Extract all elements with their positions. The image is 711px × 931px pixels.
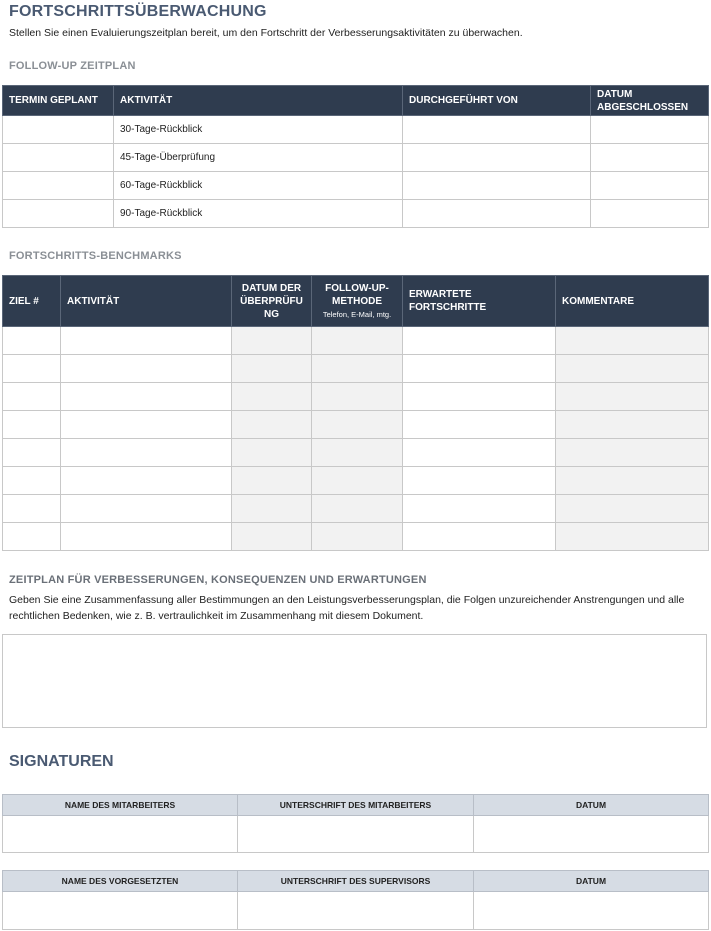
col-kommentare: KOMMENTARE bbox=[556, 276, 709, 327]
cell-erwartet[interactable] bbox=[403, 495, 556, 523]
col-datum: DATUM bbox=[474, 871, 709, 892]
cell-ziel[interactable] bbox=[3, 523, 61, 551]
supervisor-date-field[interactable] bbox=[474, 892, 709, 930]
col-aktivitaet: AKTIVITÄT bbox=[61, 276, 232, 327]
col-unterschrift-mitarbeiter: UNTERSCHRIFT DES MITARBEITERS bbox=[238, 795, 474, 816]
cell-aktivitaet[interactable] bbox=[61, 355, 232, 383]
cell-erwartet[interactable] bbox=[403, 355, 556, 383]
cell-ziel[interactable] bbox=[3, 495, 61, 523]
cell-aktivitaet[interactable] bbox=[61, 327, 232, 355]
cell-ziel[interactable] bbox=[3, 467, 61, 495]
cell-kommentare[interactable] bbox=[556, 495, 709, 523]
col-aktivitaet: AKTIVITÄT bbox=[114, 86, 403, 116]
employee-signature-field[interactable] bbox=[238, 816, 474, 853]
table-row bbox=[3, 467, 709, 495]
cell-methode[interactable] bbox=[312, 355, 403, 383]
cell-ziel[interactable] bbox=[3, 355, 61, 383]
cell-datum[interactable] bbox=[232, 495, 312, 523]
cell-methode[interactable] bbox=[312, 383, 403, 411]
cell-kommentare[interactable] bbox=[556, 467, 709, 495]
cell-termin[interactable] bbox=[3, 116, 114, 144]
supervisor-signature-table bbox=[2, 870, 709, 930]
table-row bbox=[3, 200, 709, 228]
cell-ziel[interactable] bbox=[3, 439, 61, 467]
col-datum-abgeschlossen: DATUM ABGESCHLOSSEN bbox=[591, 86, 709, 116]
cell-aktivitaet[interactable] bbox=[61, 439, 232, 467]
employee-name-field[interactable] bbox=[3, 816, 238, 853]
cell-aktivitaet[interactable] bbox=[61, 383, 232, 411]
cell-ziel[interactable] bbox=[3, 411, 61, 439]
table-row bbox=[3, 172, 709, 200]
table-row bbox=[3, 411, 709, 439]
benchmarks-table bbox=[2, 275, 709, 551]
cell-aktivitaet[interactable] bbox=[61, 467, 232, 495]
cell-kommentare[interactable] bbox=[556, 355, 709, 383]
col-followup-methode bbox=[312, 276, 403, 327]
cell-aktivitaet: 45-Tage-Überprüfung bbox=[114, 144, 403, 172]
cell-datum[interactable] bbox=[591, 116, 709, 144]
table-row bbox=[3, 327, 709, 355]
cell-methode[interactable] bbox=[312, 411, 403, 439]
plan-text-area[interactable] bbox=[2, 634, 707, 728]
cell-datum[interactable] bbox=[591, 172, 709, 200]
cell-methode[interactable] bbox=[312, 467, 403, 495]
cell-aktivitaet: 60-Tage-Rückblick bbox=[114, 172, 403, 200]
cell-erwartet[interactable] bbox=[403, 523, 556, 551]
cell-aktivitaet: 30-Tage-Rückblick bbox=[114, 116, 403, 144]
employee-date-field[interactable] bbox=[474, 816, 709, 853]
table-row bbox=[3, 495, 709, 523]
cell-erwartet[interactable] bbox=[403, 383, 556, 411]
supervisor-name-field[interactable] bbox=[3, 892, 238, 930]
methode-label: FOLLOW-UP-METHODE bbox=[325, 282, 389, 307]
cell-methode[interactable] bbox=[312, 523, 403, 551]
cell-datum[interactable] bbox=[232, 439, 312, 467]
cell-aktivitaet[interactable] bbox=[61, 411, 232, 439]
cell-methode[interactable] bbox=[312, 439, 403, 467]
table-row bbox=[3, 523, 709, 551]
cell-kommentare[interactable] bbox=[556, 327, 709, 355]
employee-signature-table bbox=[2, 794, 709, 853]
col-termin-geplant: TERMIN GEPLANT bbox=[3, 86, 114, 116]
cell-aktivitaet[interactable] bbox=[61, 495, 232, 523]
cell-erwartet[interactable] bbox=[403, 439, 556, 467]
plan-description: Geben Sie eine Zusammenfassung aller Bestimmungen an den Leistungsverbesserungsplan, die Folgen unzureichender Anstrengungen und alle rechtlichen Bedenken, wie z. B. vertraulichkeit im Zusammenhang mit diesem Dokument. bbox=[9, 594, 685, 622]
cell-termin[interactable] bbox=[3, 200, 114, 228]
followup-header-row bbox=[3, 86, 709, 116]
col-name-mitarbeiter: NAME DES MITARBEITERS bbox=[3, 795, 238, 816]
cell-datum[interactable] bbox=[232, 383, 312, 411]
col-erwartete-fortschritte: ERWARTETE FORTSCHRITTE bbox=[403, 276, 556, 327]
cell-erwartet[interactable] bbox=[403, 467, 556, 495]
cell-kommentare[interactable] bbox=[556, 439, 709, 467]
cell-kommentare[interactable] bbox=[556, 523, 709, 551]
intro-text: Stellen Sie einen Evaluierungszeitplan bereit, um den Fortschritt der Verbesserungsaktivitäten zu überwachen. bbox=[9, 27, 523, 39]
cell-termin[interactable] bbox=[3, 144, 114, 172]
cell-erwartet[interactable] bbox=[403, 411, 556, 439]
plan-heading: ZEITPLAN FÜR VERBESSERUNGEN, KONSEQUENZEN UND ERWARTUNGEN bbox=[9, 574, 427, 586]
col-durchgefuehrt-von: DURCHGEFÜHRT VON bbox=[403, 86, 591, 116]
col-ziel: ZIEL # bbox=[3, 276, 61, 327]
benchmarks-header-row bbox=[3, 276, 709, 327]
cell-datum[interactable] bbox=[232, 411, 312, 439]
cell-durchgefuehrt[interactable] bbox=[403, 172, 591, 200]
cell-datum[interactable] bbox=[591, 200, 709, 228]
cell-aktivitaet[interactable] bbox=[61, 523, 232, 551]
col-datum-ueberpruefung: DATUM DER ÜBERPRÜFUNG bbox=[232, 276, 312, 327]
employee-header-row bbox=[3, 795, 709, 816]
supervisor-signature-field[interactable] bbox=[238, 892, 474, 930]
cell-datum[interactable] bbox=[591, 144, 709, 172]
supervisor-header-row bbox=[3, 871, 709, 892]
table-row bbox=[3, 439, 709, 467]
cell-datum[interactable] bbox=[232, 355, 312, 383]
methode-sublabel: Telefon, E-Mail, mtg. bbox=[322, 309, 392, 319]
col-datum: DATUM bbox=[474, 795, 709, 816]
table-row bbox=[3, 144, 709, 172]
table-row bbox=[3, 892, 709, 930]
signatures-heading: SIGNATUREN bbox=[9, 753, 114, 770]
cell-durchgefuehrt[interactable] bbox=[403, 144, 591, 172]
table-row bbox=[3, 355, 709, 383]
table-row bbox=[3, 383, 709, 411]
cell-kommentare[interactable] bbox=[556, 383, 709, 411]
table-row bbox=[3, 816, 709, 853]
cell-datum[interactable] bbox=[232, 467, 312, 495]
cell-methode[interactable] bbox=[312, 327, 403, 355]
followup-heading: FOLLOW-UP ZEITPLAN bbox=[9, 60, 136, 72]
cell-methode[interactable] bbox=[312, 495, 403, 523]
col-unterschrift-supervisor: UNTERSCHRIFT DES SUPERVISORS bbox=[238, 871, 474, 892]
table-row bbox=[3, 116, 709, 144]
cell-kommentare[interactable] bbox=[556, 411, 709, 439]
cell-datum[interactable] bbox=[232, 523, 312, 551]
followup-table bbox=[2, 85, 709, 228]
cell-aktivitaet: 90-Tage-Rückblick bbox=[114, 200, 403, 228]
page-title: FORTSCHRITTSÜBERWACHUNG bbox=[9, 3, 267, 20]
cell-datum[interactable] bbox=[232, 327, 312, 355]
cell-ziel[interactable] bbox=[3, 383, 61, 411]
cell-termin[interactable] bbox=[3, 172, 114, 200]
benchmarks-heading: FORTSCHRITTS-BENCHMARKS bbox=[9, 250, 182, 262]
cell-ziel[interactable] bbox=[3, 327, 61, 355]
col-name-vorgesetzter: NAME DES VORGESETZTEN bbox=[3, 871, 238, 892]
cell-durchgefuehrt[interactable] bbox=[403, 200, 591, 228]
cell-durchgefuehrt[interactable] bbox=[403, 116, 591, 144]
cell-erwartet[interactable] bbox=[403, 327, 556, 355]
